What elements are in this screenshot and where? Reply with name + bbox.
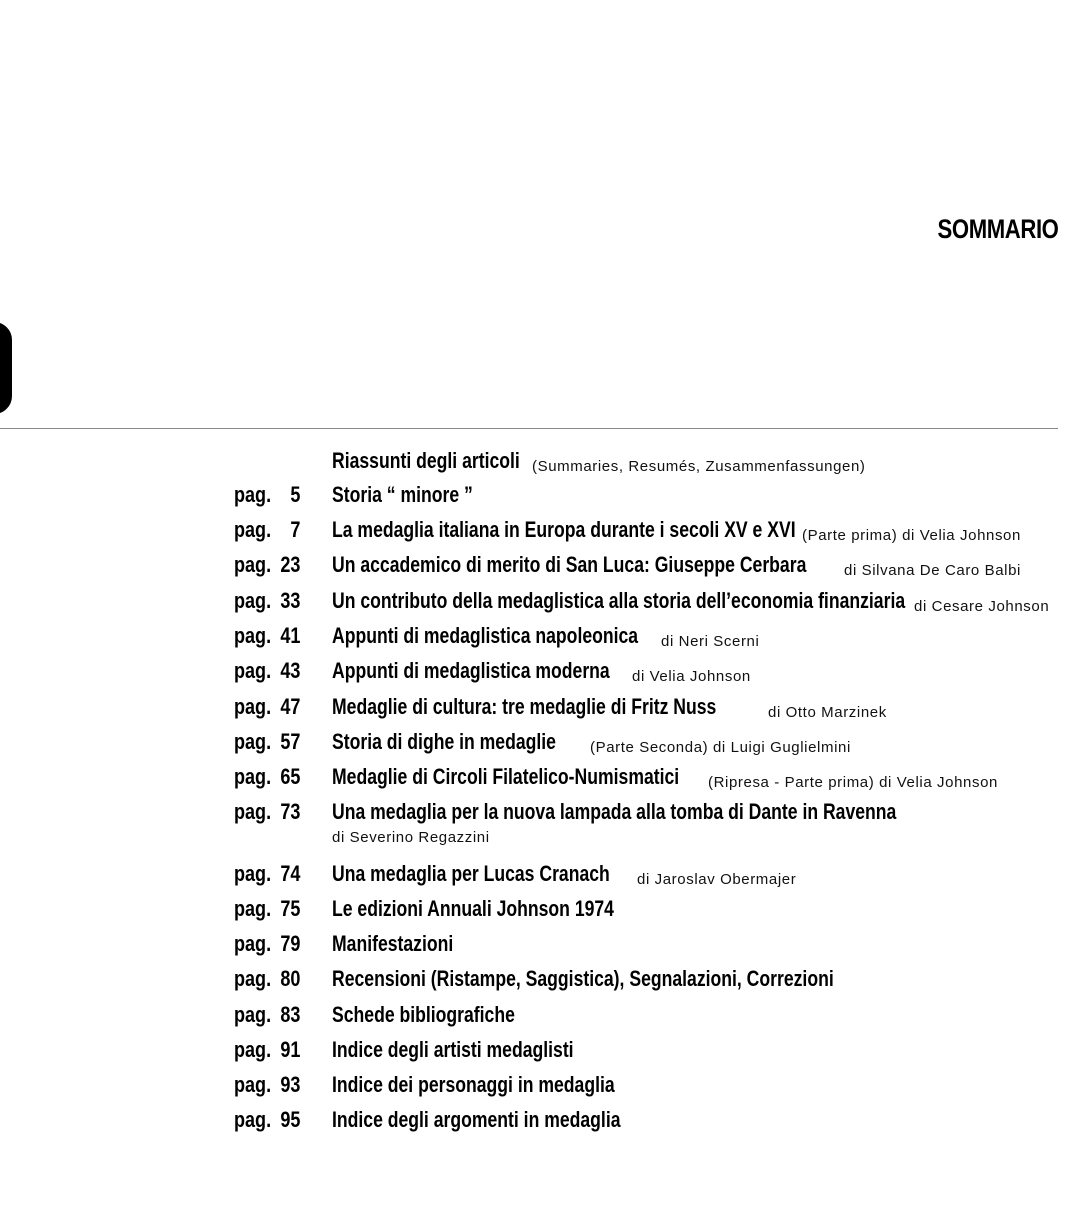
toc-entry-note: (Summaries, Resumés, Zusammenfassungen) — [532, 458, 866, 475]
toc-page-number: 95 — [280, 1107, 301, 1132]
toc-page-ref — [234, 861, 308, 887]
toc-entry — [0, 729, 1080, 763]
toc-page-label: pag. — [234, 552, 272, 577]
toc-entry-note: di Jaroslav Obermajer — [637, 871, 797, 888]
toc-entry-title: Indice dei personaggi in medaglia — [332, 1072, 615, 1097]
toc-page-label: pag. — [234, 896, 272, 921]
toc-entry-title: Una medaglia per la nuova lampada alla tomba di Dante in Ravenna — [332, 799, 897, 824]
toc-entry-note: di Silvana De Caro Balbi — [844, 562, 1021, 579]
toc-entry-text — [332, 861, 797, 888]
toc-entry-text — [332, 1072, 685, 1098]
toc-page-number: 47 — [280, 694, 301, 719]
toc-page-label: pag. — [234, 588, 272, 613]
toc-entry-title: Una medaglia per Lucas Cranach — [332, 861, 610, 886]
toc-page-label: pag. — [234, 482, 272, 507]
toc-entry-title: Appunti di medaglistica moderna — [332, 658, 610, 683]
toc-entry-title: Manifestazioni — [332, 931, 454, 956]
toc-entry — [0, 517, 1080, 551]
toc-entry — [0, 588, 1080, 622]
toc-page-ref — [234, 1072, 308, 1098]
toc-entry-note: di Velia Johnson — [632, 668, 751, 685]
toc-page-ref — [234, 1002, 308, 1028]
toc-entry — [0, 966, 1080, 1000]
toc-entry — [0, 1002, 1080, 1036]
toc-page-label: pag. — [234, 799, 272, 824]
toc-page-label: pag. — [234, 623, 272, 648]
toc-entry-title: Riassunti degli articoli — [332, 448, 520, 473]
toc-entry-note: (Parte Seconda) di Luigi Guglielmini — [590, 739, 851, 756]
toc-page-ref — [234, 1107, 308, 1133]
toc-entry — [0, 896, 1080, 930]
toc-entry — [0, 861, 1080, 895]
toc-entry — [0, 931, 1080, 965]
toc-page-number: 75 — [280, 896, 301, 921]
toc-entry-text — [332, 448, 866, 475]
toc-entry-note: (Parte prima) di Velia Johnson — [802, 527, 1021, 544]
toc-entry — [0, 1107, 1080, 1141]
toc-entry — [0, 1037, 1080, 1071]
toc-page-number: 33 — [280, 588, 301, 613]
toc-entry-text — [332, 1002, 561, 1028]
toc-entry — [0, 799, 1080, 859]
toc-entry-title: Schede bibliografiche — [332, 1002, 515, 1027]
toc-page-label: pag. — [234, 931, 272, 956]
toc-entry-note: di Otto Marzinek — [768, 704, 887, 721]
toc-page-ref — [234, 966, 308, 992]
toc-entry-title: Le edizioni Annuali Johnson 1974 — [332, 896, 614, 921]
toc-page-number: 91 — [280, 1037, 301, 1062]
toc-entry — [0, 1072, 1080, 1106]
toc-entry-text — [332, 896, 684, 922]
toc-page-label: pag. — [234, 1037, 272, 1062]
toc-page-label: pag. — [234, 1002, 272, 1027]
toc-entry — [0, 552, 1080, 586]
toc-page-ref — [234, 694, 308, 720]
toc-entry — [0, 482, 1080, 516]
toc-page-number: 41 — [280, 623, 301, 648]
toc-page-label: pag. — [234, 517, 272, 542]
toc-entry-note: di Cesare Johnson — [914, 598, 1050, 615]
toc-entry — [0, 658, 1080, 692]
toc-entry-text — [332, 1037, 634, 1063]
toc-page-label: pag. — [234, 658, 272, 683]
toc-page-ref — [234, 658, 308, 684]
toc-page-ref — [234, 799, 308, 825]
toc-entry-text — [332, 799, 1037, 825]
toc-page-number: 43 — [280, 658, 301, 683]
toc-page-number: 79 — [280, 931, 301, 956]
toc-page-label: pag. — [234, 694, 272, 719]
toc-entry-text — [332, 764, 998, 791]
toc-page-ref — [234, 1037, 308, 1063]
toc-page-number: 83 — [280, 1002, 301, 1027]
toc-page-ref — [234, 729, 308, 755]
toc-page-number: 80 — [280, 966, 301, 991]
toc-page-number: 57 — [280, 729, 301, 754]
toc-entry-title: Indice degli artisti medaglisti — [332, 1037, 574, 1062]
toc-entry-title: Medaglie di Circoli Filatelico-Numismatici — [332, 764, 680, 789]
toc-entry-text — [332, 966, 959, 992]
toc-entry-title: Indice degli argomenti in medaglia — [332, 1107, 621, 1132]
toc-entry-title: Un accademico di merito di San Luca: Giuseppe Cerbara — [332, 552, 807, 577]
toc-page-ref — [234, 552, 308, 578]
toc-entry-title: Storia di dighe in medaglie — [332, 729, 556, 754]
toc-page-ref — [234, 623, 308, 649]
toc-page-label: pag. — [234, 729, 272, 754]
toc-entry-text — [332, 694, 887, 721]
toc-entry-title: La medaglia italiana in Europa durante i secoli XV e XVI — [332, 517, 796, 542]
toc-page-number: 65 — [280, 764, 301, 789]
toc-entry-text — [332, 588, 1048, 614]
toc-entry-text — [332, 482, 508, 508]
toc-entry-title: Medaglie di cultura: tre medaglie di Fritz Nuss — [332, 694, 717, 719]
toc-entry — [0, 694, 1080, 728]
toc-entry-text — [332, 517, 1021, 544]
toc-page-number: 93 — [280, 1072, 301, 1097]
toc-entry-note: (Ripresa - Parte prima) di Velia Johnson — [708, 774, 998, 791]
toc-page-number: 5 — [290, 482, 301, 507]
toc-entry-title: Storia “ minore ” — [332, 482, 473, 507]
toc-entry-title: Recensioni (Ristampe, Saggistica), Segnalazioni, Correzioni — [332, 966, 834, 991]
toc-entry-author: di Severino Regazzini — [332, 829, 490, 846]
toc-page-label: pag. — [234, 861, 272, 886]
toc-page-label: pag. — [234, 1072, 272, 1097]
toc-page-ref — [234, 764, 308, 790]
toc-entry-text — [332, 1107, 693, 1133]
toc-page-ref — [234, 588, 308, 614]
toc-page-label: pag. — [234, 1107, 272, 1132]
toc-entry-text — [332, 552, 1021, 579]
toc-page-ref — [234, 482, 308, 508]
toc-entry-text — [332, 623, 760, 650]
toc-entry-title: Appunti di medaglistica napoleonica — [332, 623, 639, 648]
toc-page-number: 74 — [280, 861, 301, 886]
toc-page-number: 73 — [280, 799, 301, 824]
toc-page-label: pag. — [234, 966, 272, 991]
toc-entry — [0, 448, 1080, 482]
toc-page-number: 23 — [280, 552, 301, 577]
page-title: SOMMARIO — [937, 214, 1058, 244]
toc-entry-title: Un contributo della medaglistica alla storia dell’economia finanziaria — [332, 588, 906, 613]
toc-entry-text — [332, 931, 484, 957]
toc-page-number: 7 — [290, 517, 301, 542]
toc-page-ref — [234, 931, 308, 957]
toc-page-ref — [234, 517, 308, 543]
toc-page-label: pag. — [234, 764, 272, 789]
toc-entry-text — [332, 658, 751, 685]
toc-entry-text — [332, 729, 851, 756]
toc-entry — [0, 764, 1080, 798]
toc-entry — [0, 623, 1080, 657]
toc-entry-note: di Neri Scerni — [661, 633, 760, 650]
toc-page-ref — [234, 896, 308, 922]
